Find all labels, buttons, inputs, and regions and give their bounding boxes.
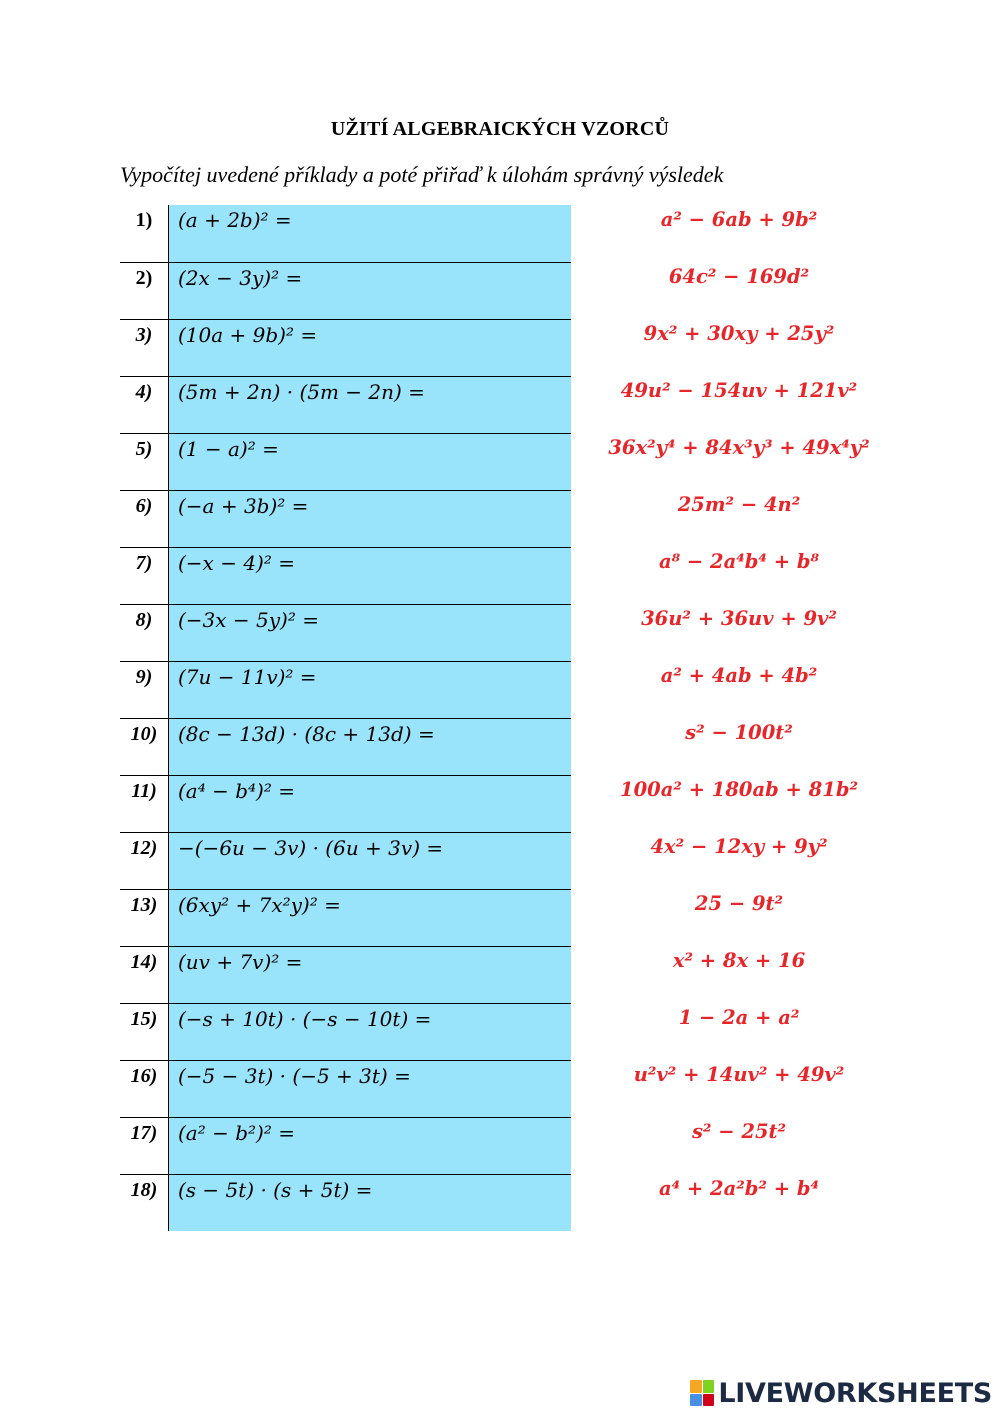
footer-brand bbox=[690, 1376, 992, 1410]
result-option[interactable]: 25 − 9t² bbox=[694, 892, 784, 915]
result-option[interactable]: a² − 6ab + 9b² bbox=[660, 208, 818, 231]
answer-field[interactable] bbox=[168, 548, 571, 604]
result-option[interactable]: 25m² − 4n² bbox=[677, 493, 801, 516]
task-expression: (2x − 3y)² = bbox=[178, 266, 303, 290]
task-number: 15) bbox=[120, 1004, 168, 1060]
answer-field[interactable] bbox=[168, 662, 571, 718]
result-option[interactable]: 64c² − 169d² bbox=[668, 265, 810, 288]
answer-field[interactable] bbox=[168, 776, 571, 832]
task-row bbox=[120, 547, 571, 604]
answer-field[interactable] bbox=[168, 833, 571, 889]
task-row bbox=[120, 376, 571, 433]
task-table bbox=[120, 205, 571, 1231]
task-expression: (−s + 10t) · (−s − 10t) = bbox=[178, 1007, 432, 1031]
task-expression: (5m + 2n) · (5m − 2n) = bbox=[178, 380, 425, 404]
result-option[interactable]: 1 − 2a + a² bbox=[678, 1006, 800, 1029]
result-option[interactable]: a⁴ + 2a²b² + b⁴ bbox=[658, 1177, 820, 1200]
task-expression: (uv + 7v)² = bbox=[178, 950, 303, 974]
answer-field[interactable] bbox=[168, 320, 571, 376]
worksheet-title: UŽITÍ ALGEBRAICKÝCH VZORCŮ bbox=[330, 118, 670, 140]
task-number: 10) bbox=[120, 719, 168, 775]
task-number: 12) bbox=[120, 833, 168, 889]
task-number: 7) bbox=[120, 548, 168, 604]
task-number: 14) bbox=[120, 947, 168, 1003]
answer-field[interactable] bbox=[168, 719, 571, 775]
task-row bbox=[120, 1174, 571, 1231]
task-row bbox=[120, 604, 571, 661]
task-row bbox=[120, 1060, 571, 1117]
task-number: 2) bbox=[120, 263, 168, 319]
task-expression: (a + 2b)² = bbox=[178, 208, 292, 232]
task-expression: (−x − 4)² = bbox=[178, 551, 295, 575]
result-option[interactable]: 36u² + 36uv + 9v² bbox=[641, 607, 837, 630]
result-option[interactable]: u²v² + 14uv² + 49v² bbox=[633, 1063, 845, 1086]
task-expression: (a² − b²)² = bbox=[178, 1121, 295, 1145]
result-option[interactable]: s² − 100t² bbox=[685, 721, 793, 744]
liveworksheets-logo-icon bbox=[690, 1380, 714, 1406]
result-option[interactable]: 36x²y⁴ + 84x³y³ + 49x⁴y² bbox=[608, 436, 870, 459]
task-number: 6) bbox=[120, 491, 168, 547]
task-row bbox=[120, 718, 571, 775]
task-row bbox=[120, 775, 571, 832]
task-row bbox=[120, 832, 571, 889]
answer-field[interactable] bbox=[168, 1004, 571, 1060]
answer-field[interactable] bbox=[168, 205, 571, 262]
task-row bbox=[120, 433, 571, 490]
result-option[interactable]: s² − 25t² bbox=[691, 1120, 787, 1143]
answer-field[interactable] bbox=[168, 947, 571, 1003]
answer-field[interactable] bbox=[168, 605, 571, 661]
result-option[interactable]: a² + 4ab + 4b² bbox=[660, 664, 818, 687]
result-option[interactable]: x² + 8x + 16 bbox=[672, 949, 806, 972]
worksheet-instruction: Vypočítej uvedené příklady a poté přiřaď k úlohám správný výsledek bbox=[120, 162, 724, 187]
task-number: 11) bbox=[120, 776, 168, 832]
task-row bbox=[120, 661, 571, 718]
task-number: 16) bbox=[120, 1061, 168, 1117]
task-expression: (6xy² + 7x²y)² = bbox=[178, 893, 341, 917]
answer-field[interactable] bbox=[168, 491, 571, 547]
task-expression: (a⁴ − b⁴)² = bbox=[178, 779, 295, 803]
answer-field[interactable] bbox=[168, 434, 571, 490]
answer-field[interactable] bbox=[168, 1175, 571, 1231]
brand-name: LIVEWORKSHEETS bbox=[718, 1377, 992, 1409]
task-expression: −(−6u − 3v) · (6u + 3v) = bbox=[178, 836, 444, 860]
task-number: 18) bbox=[120, 1175, 168, 1231]
task-expression: (−3x − 5y)² = bbox=[178, 608, 319, 632]
task-number: 9) bbox=[120, 662, 168, 718]
task-number: 8) bbox=[120, 605, 168, 661]
task-expression: (8c − 13d) · (8c + 13d) = bbox=[178, 722, 435, 746]
answer-field[interactable] bbox=[168, 377, 571, 433]
result-list bbox=[584, 205, 894, 1231]
result-option[interactable]: a⁸ − 2a⁴b⁴ + b⁸ bbox=[658, 550, 820, 573]
task-row bbox=[120, 490, 571, 547]
answer-field[interactable] bbox=[168, 263, 571, 319]
task-row bbox=[120, 1003, 571, 1060]
task-number: 3) bbox=[120, 320, 168, 376]
answer-field[interactable] bbox=[168, 1118, 571, 1174]
task-row bbox=[120, 1117, 571, 1174]
task-number: 1) bbox=[120, 205, 168, 262]
task-number: 5) bbox=[120, 434, 168, 490]
task-expression: (−a + 3b)² = bbox=[178, 494, 309, 518]
task-expression: (10a + 9b)² = bbox=[178, 323, 318, 347]
task-row bbox=[120, 319, 571, 376]
task-number: 13) bbox=[120, 890, 168, 946]
task-expression: (7u − 11v)² = bbox=[178, 665, 317, 689]
task-row bbox=[120, 889, 571, 946]
task-expression: (s − 5t) · (s + 5t) = bbox=[178, 1178, 373, 1202]
task-expression: (−5 − 3t) · (−5 + 3t) = bbox=[178, 1064, 411, 1088]
answer-field[interactable] bbox=[168, 890, 571, 946]
result-option[interactable]: 100a² + 180ab + 81b² bbox=[620, 778, 858, 801]
task-row bbox=[120, 262, 571, 319]
task-number: 17) bbox=[120, 1118, 168, 1174]
task-row bbox=[120, 205, 571, 262]
task-expression: (1 − a)² = bbox=[178, 437, 279, 461]
task-number: 4) bbox=[120, 377, 168, 433]
result-option[interactable]: 4x² − 12xy + 9y² bbox=[650, 835, 828, 858]
result-option[interactable]: 9x² + 30xy + 25y² bbox=[643, 322, 835, 345]
answer-field[interactable] bbox=[168, 1061, 571, 1117]
task-row bbox=[120, 946, 571, 1003]
result-option[interactable]: 49u² − 154uv + 121v² bbox=[620, 379, 858, 402]
